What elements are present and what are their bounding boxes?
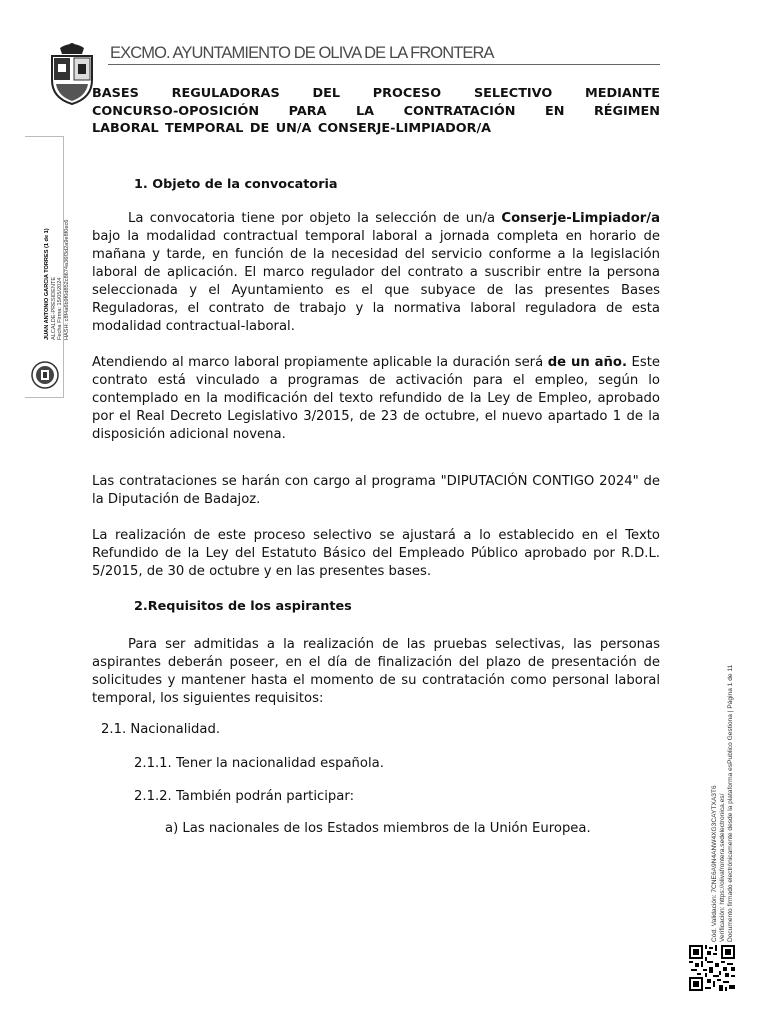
- title-line-3: LABORAL TEMPORAL DE UN/A CONSERJE-LIMPIADOR/A: [92, 121, 492, 136]
- s1p2-text-a: Atendiendo al marco laboral propiamente aplicable la duración será: [92, 355, 548, 370]
- qr-code-icon: [689, 945, 735, 991]
- verification-code: Cód. Validación: 7CNE6A9N4ANW4XG3CAYTXA3T6: [711, 785, 718, 942]
- title-line-1: BASES REGULADORAS DEL PROCESO SELECTIVO MEDIANTE: [92, 86, 660, 101]
- stamp-hash: HASH: c8f4a6b9f0d852c8674a36f3d2a9e8f0ec6: [63, 219, 70, 340]
- section-1-paragraph-2: [92, 354, 660, 444]
- document-title: [92, 85, 660, 138]
- item-2-1-1: 2.1.1. Tener la nacionalidad española.: [134, 756, 384, 771]
- section-1-paragraph-3: Las contrataciones se harán con cargo al programa "DIPUTACIÓN CONTIGO 2024" de la Diputación de Badajoz.: [92, 474, 660, 507]
- item-2-1-2: 2.1.2. También podrán participar:: [134, 789, 355, 804]
- item-2-1: 2.1. Nacionalidad.: [101, 722, 221, 737]
- stamp-date: Fecha Firma: 15/05/2024: [57, 277, 64, 340]
- section-1-paragraph-4: La realización de este proceso selectivo se ajustará a lo establecido en el Texto Refundido de la Ley del Estatuto Básico del Empleado Público aprobado por R.D.L. 5/2015, de 30 de octubre y en las presentes bases.: [92, 528, 660, 579]
- s1p1-text-b: bajo la modalidad contractual temporal laboral a jornada completa en horario de mañana y tarde, en función de la necesidad del servicio conforme a la legislación laboral de aplicación. El marco regulador del contrato a suscribir entre la persona seleccionada y el Ayuntamiento es el que subyace de las presentes Bases Reguladoras, el contrato de trabajo y la normativa laboral reguladora de esta modalidad contractual-laboral.: [92, 229, 660, 334]
- section-1-heading: 1. Objeto de la convocatoria: [134, 177, 338, 192]
- verification-note: Documento firmado electrónicamente desde la plataforma esPublico Gestiona | Página 1 de 11: [726, 664, 734, 942]
- stamp-role: ALCALDE-PRESIDENTE: [50, 276, 57, 340]
- stamp-name: JUAN ANTONIO GARCIA TORRES (1 de 1): [44, 228, 50, 340]
- seal-icon: [30, 360, 60, 390]
- municipal-crest-icon: [46, 40, 98, 106]
- section-2-paragraph-1: Para ser admitidas a la realización de las pruebas selectivas, las personas aspirantes deberán poseer, en el día de finalización del plazo de presentación de solicitudes y mantener hasta el momento de su contratación como personal laboral temporal, los siguientes requisitos:: [92, 637, 660, 706]
- s1p2-bold: de un año.: [547, 355, 627, 370]
- s1p2-text-b: Este contrato está vinculado a programas de activación para el empleo, según lo contemplado en la modificación del texto refundido de la Ley de Empleo, aprobado por el Real Decreto Legislativo 3/2015, de 23 de octubre, el nuevo apartado 1 de la disposición adicional novena.: [92, 355, 660, 442]
- verification-url[interactable]: Verificación: https://olivafrontera.sedelectronica.es/: [718, 793, 726, 942]
- s1p1-text-a: La convocatoria tiene por objeto la selección de un/a: [128, 211, 502, 226]
- signature-stamp: [44, 220, 70, 340]
- title-line-2: CONCURSO-OPOSICIÓN PARA LA CONTRATACIÓN EN RÉGIMEN: [92, 103, 660, 119]
- section-2-heading: 2.Requisitos de los aspirantes: [134, 599, 352, 614]
- item-a: a) Las nacionales de los Estados miembros de la Unión Europea.: [165, 821, 591, 836]
- header-organization: EXCMO. AYUNTAMIENTO DE OLIVA DE LA FRONTERA: [110, 44, 494, 62]
- header-rule: [108, 64, 660, 65]
- s1p1-bold: Conserje-Limpiador/a: [501, 211, 660, 226]
- section-1-paragraph-1: [92, 210, 660, 336]
- verification-block: [711, 665, 734, 942]
